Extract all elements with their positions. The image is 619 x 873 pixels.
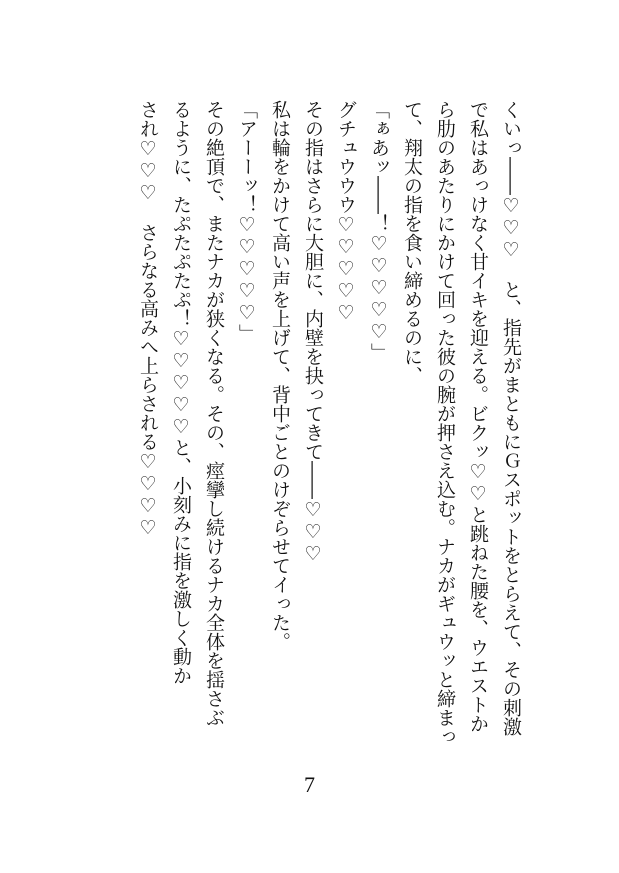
text-line: くいっ――♡♡♡ と、指先がまともにＧスポットをとらえて、その刺激 bbox=[500, 100, 522, 736]
text-line: され♡♡♡ さらなる高みへ上らされる♡♡♡♡ bbox=[137, 100, 159, 539]
text-line: ら肋のあたりにかけて回った彼の腕が押さえ込む。ナカがギュウッと締まっ bbox=[434, 100, 456, 746]
vertical-body-text bbox=[131, 100, 527, 746]
text-line: るように、たぷたぷたぷ！♡♡♡♡♡と、小刻みに指を激しく動か bbox=[170, 100, 192, 685]
text-line: て、翔太の指を食い締めるのに、 bbox=[401, 100, 423, 385]
text-line: 「ぁあッ――！♡♡♡♡♡」 bbox=[368, 100, 390, 362]
text-line: 私は輪をかけて高い声を上げて、背中ごとのけぞらせてイった。 bbox=[269, 100, 291, 651]
text-line: その絶頂で、またナカが狭くなる。その、痙攣し続けるナカ全体を揺さぶ bbox=[203, 100, 225, 727]
text-line: グチュウウウ♡♡♡♡♡ bbox=[335, 100, 357, 324]
page-number: 7 bbox=[304, 772, 315, 797]
text-line: 「アーーッ！♡♡♡♡♡」 bbox=[236, 100, 258, 343]
text-line: で私はあっけなく甘イキを迎える。ビクッ♡♡と跳ねた腰を、ウエストか bbox=[467, 100, 489, 733]
text-line: その指はさらに大胆に、内壁を抉ってきて――♡♡♡ bbox=[302, 100, 324, 565]
